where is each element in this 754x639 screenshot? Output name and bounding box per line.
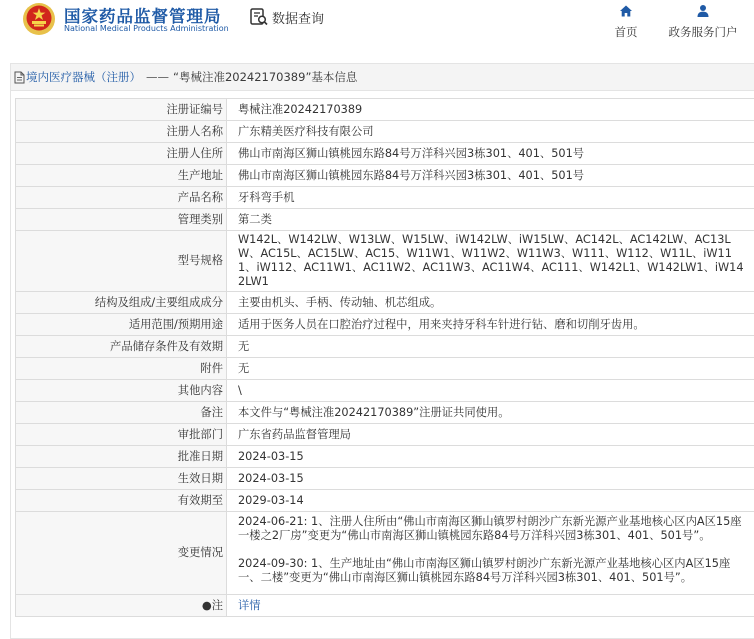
field-value: 2029-03-14: [227, 490, 754, 512]
nav-service-portal-label: 政务服务门户: [668, 25, 738, 39]
field-value: \: [227, 380, 754, 402]
site-header: [0, 0, 754, 46]
change-entry: 2024-06-21: 1、注册人住所由“佛山市南海区狮山镇罗村朗沙广东新光源产业基地核心区内A区15座一楼之2厂房”变更为“佛山市南海区狮山镇桃园东路84号万洋科兴园3栋301、401、501号”。: [238, 515, 742, 542]
table-row: [16, 402, 754, 424]
field-label: 适用范围/预期用途: [16, 314, 227, 336]
table-row: [16, 468, 754, 490]
breadcrumb: [11, 64, 754, 91]
field-label: 附件: [16, 358, 227, 380]
field-label: 审批部门: [16, 424, 227, 446]
field-value: W142L、W142LW、W13LW、W15LW、iW142LW、iW15LW、AC142L、AC142LW、AC13LW、AC15L、AC15LW、AC15、W11W1、W11W2、W11W3、W111、W112、W11L、iW111、iW112、AC11W1、AC11W2、AC11W3、AC11W4、AC111、W142L1、W142LW1、iW142LW1: [227, 231, 754, 292]
nav-service-portal[interactable]: [662, 3, 744, 40]
table-row: [16, 209, 754, 231]
table-row: [16, 512, 754, 595]
site-subtitle: National Medical Products Administration: [64, 24, 229, 33]
field-label: 管理类别: [16, 209, 227, 231]
field-label: 产品名称: [16, 187, 227, 209]
national-emblem-icon: [22, 2, 56, 36]
detail-panel: [10, 63, 754, 639]
field-value: 2024-03-15: [227, 468, 754, 490]
field-label: 注: [211, 598, 223, 612]
pin-icon: ●: [201, 598, 212, 612]
field-label: 生产地址: [16, 165, 227, 187]
field-value: 广东精美医疗科技有限公司: [227, 121, 754, 143]
nav-home-label: 首页: [614, 25, 638, 39]
user-icon: [696, 4, 710, 18]
field-value: 牙科弯手机: [227, 187, 754, 209]
registration-detail-table: [15, 98, 754, 617]
field-label: 注册人名称: [16, 121, 227, 143]
data-query-link[interactable]: [249, 6, 324, 28]
table-row: [16, 121, 754, 143]
note-label-cell: [16, 595, 227, 617]
field-label: 注册证编号: [16, 99, 227, 121]
table-row: [16, 231, 754, 292]
field-label: 其他内容: [16, 380, 227, 402]
field-label: 批准日期: [16, 446, 227, 468]
table-row: [16, 336, 754, 358]
field-value: 无: [227, 336, 754, 358]
field-value: 广东省药品监督管理局: [227, 424, 754, 446]
field-label: 备注: [16, 402, 227, 424]
field-value: 佛山市南海区狮山镇桃园东路84号万洋科兴园3栋301、401、501号: [227, 165, 754, 187]
change-history: [227, 512, 754, 595]
field-label: 生效日期: [16, 468, 227, 490]
change-entry: 2024-09-30: 1、生产地址由“佛山市南海区狮山镇罗村朗沙广东新光源产业基地核心区内A区15座一、二楼”变更为“佛山市南海区狮山镇桃园东路84号万洋科兴园3栋301、401、501号”。: [238, 557, 731, 584]
note-value-cell: [227, 595, 754, 617]
data-query-label: 数据查询: [272, 11, 325, 27]
nav-home[interactable]: [610, 3, 642, 40]
field-label: 产品储存条件及有效期: [16, 336, 227, 358]
table-row: [16, 187, 754, 209]
document-icon: [14, 71, 25, 84]
field-value: 第二类: [227, 209, 754, 231]
data-query-icon: [249, 7, 269, 27]
table-row: [16, 314, 754, 336]
table-row: [16, 595, 754, 617]
table-row: [16, 143, 754, 165]
details-link[interactable]: 详情: [238, 598, 261, 612]
breadcrumb-separator: ——: [146, 70, 169, 84]
table-row: [16, 380, 754, 402]
table-row: [16, 424, 754, 446]
table-row: [16, 165, 754, 187]
field-value: 粤械注准20242170389: [227, 99, 754, 121]
field-value: 2024-03-15: [227, 446, 754, 468]
table-row: [16, 446, 754, 468]
field-value: 适用于医务人员在口腔治疗过程中，用来夹持牙科车针进行钻、磨和切削牙齿用。: [227, 314, 754, 336]
site-title: 国家药品监督管理局: [64, 7, 222, 26]
field-label: 有效期至: [16, 490, 227, 512]
field-value: 主要由机头、手柄、传动轴、机芯组成。: [227, 292, 754, 314]
field-label: 注册人住所: [16, 143, 227, 165]
field-value: 佛山市南海区狮山镇桃园东路84号万洋科兴园3栋301、401、501号: [227, 143, 754, 165]
home-icon: [619, 4, 633, 18]
table-row: [16, 99, 754, 121]
field-label: 型号规格: [16, 231, 227, 292]
breadcrumb-title: “粤械注准20242170389”基本信息: [173, 70, 358, 84]
field-label: 结构及组成/主要组成成分: [16, 292, 227, 314]
table-row: [16, 292, 754, 314]
field-label: 变更情况: [16, 512, 227, 595]
field-value: 无: [227, 358, 754, 380]
table-row: [16, 358, 754, 380]
table-row: [16, 490, 754, 512]
field-value: 本文件与“粤械注准20242170389”注册证共同使用。: [227, 402, 754, 424]
breadcrumb-category-link[interactable]: 境内医疗器械（注册）: [26, 70, 141, 84]
